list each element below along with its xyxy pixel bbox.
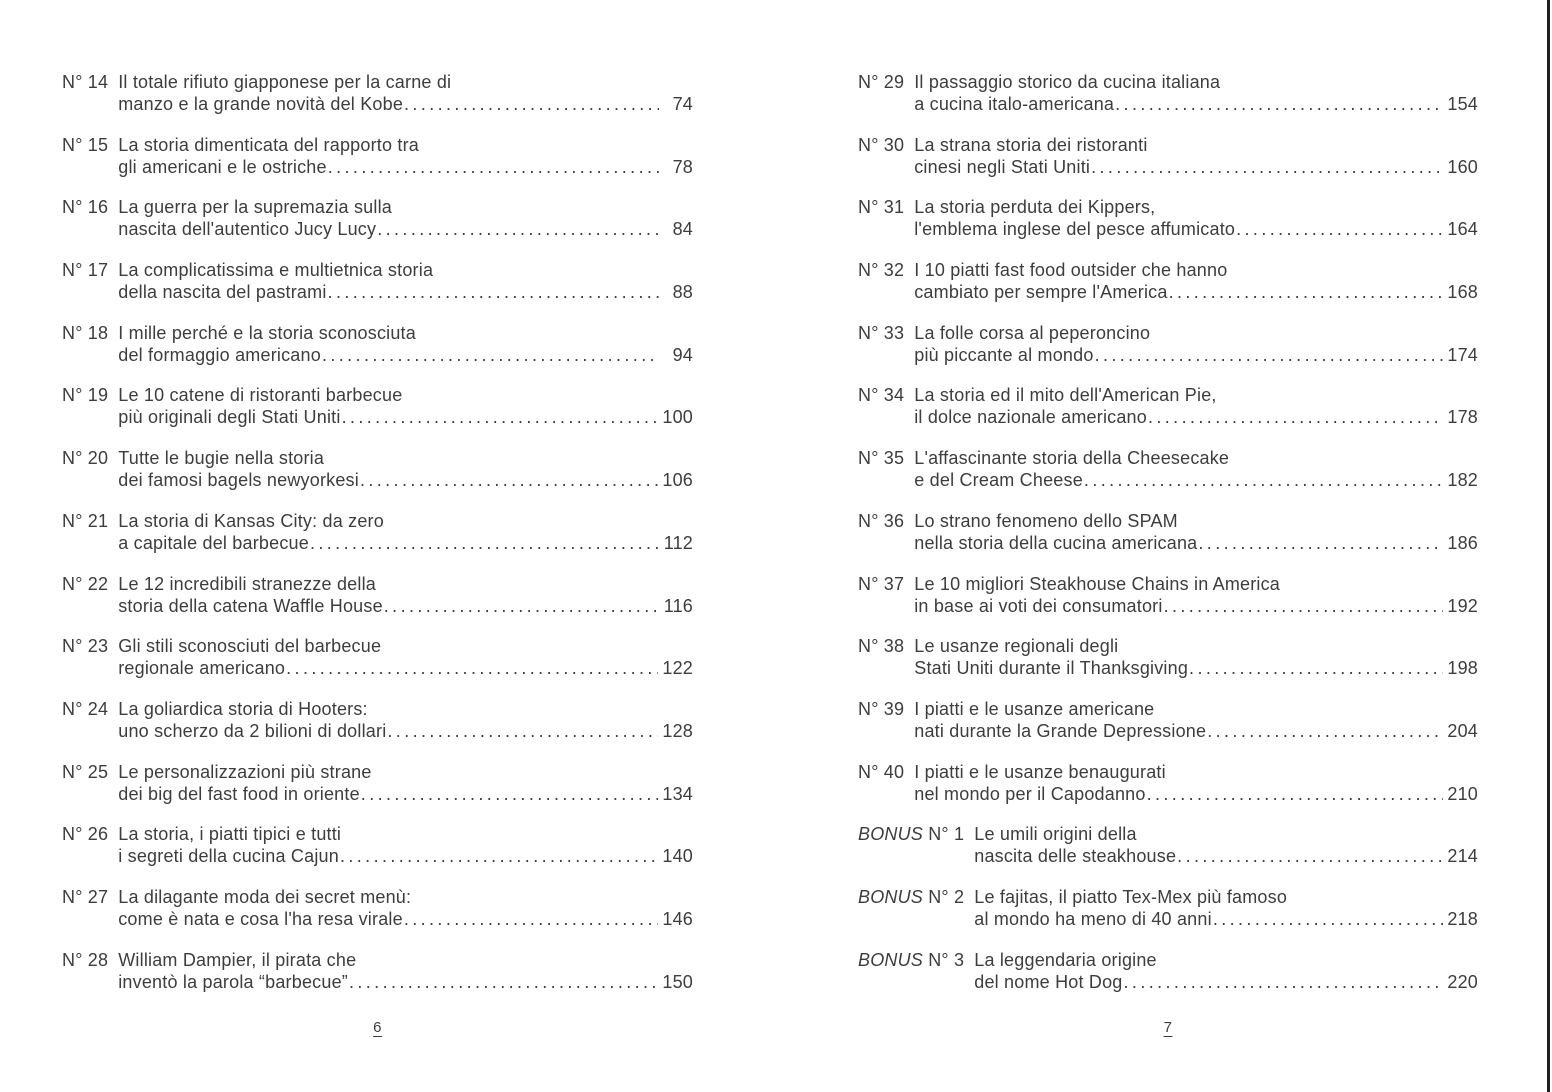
entry-label: N° 27 — [62, 886, 109, 907]
entry-title-line1: Il totale rifiuto giapponese per la carne di — [118, 72, 452, 92]
entry-number-label — [62, 698, 108, 720]
entry-title-line2-row — [118, 406, 693, 428]
entry-label: N° 24 — [62, 698, 109, 719]
entry-body — [914, 259, 1478, 303]
dot-leader — [1207, 720, 1443, 742]
entry-number-label — [62, 823, 108, 845]
entry-number-label — [62, 573, 108, 595]
entry-number-label — [858, 823, 964, 845]
dot-leader — [1169, 281, 1444, 303]
entry-label: N° 38 — [858, 636, 905, 657]
entry-title-line1: La strana storia dei ristoranti — [914, 134, 1148, 155]
entry-title-line1: Le 10 catene di ristoranti barbecue — [118, 385, 403, 406]
toc-entry — [858, 384, 1478, 428]
entry-page-number: 106 — [662, 470, 693, 491]
entry-label: N° 14 — [62, 72, 109, 92]
entry-body — [118, 886, 693, 930]
toc-entry — [858, 196, 1478, 240]
entry-page-number: 168 — [1447, 282, 1478, 303]
dot-leader — [310, 532, 659, 554]
toc-entry — [62, 949, 693, 993]
entry-title-line2-row — [118, 218, 693, 240]
entry-number-label — [858, 196, 904, 218]
entry-body — [914, 447, 1478, 491]
dot-leader — [1147, 783, 1444, 805]
entry-body — [914, 698, 1478, 742]
entry-body — [118, 761, 693, 805]
entry-label: N° 36 — [858, 510, 905, 531]
toc-entry — [858, 635, 1478, 679]
entry-page-number: 74 — [672, 94, 693, 114]
entry-label: N° 16 — [62, 197, 109, 218]
toc-entry — [62, 698, 693, 742]
entry-page-number: 214 — [1447, 846, 1478, 867]
toc-entry — [62, 384, 693, 428]
entry-title-line1: Tutte le bugie nella storia — [118, 448, 325, 469]
scan-page-edge — [1547, 0, 1550, 1092]
entry-title-line2-row — [118, 469, 693, 491]
entry-label: N° 17 — [62, 260, 109, 281]
entry-number-label — [858, 635, 904, 657]
entry-number-label — [858, 71, 904, 93]
dot-leader — [377, 218, 659, 240]
entry-page-number: 146 — [662, 908, 693, 929]
toc-entry — [858, 573, 1478, 617]
dot-leader — [1213, 908, 1444, 930]
entry-page-number: 182 — [1447, 470, 1478, 491]
toc-entry — [858, 761, 1478, 805]
entry-title-line2-row — [118, 720, 693, 742]
entry-label: N° 15 — [62, 134, 109, 155]
entry-bonus-label: BONUS — [858, 824, 924, 845]
toc-entry — [62, 886, 693, 930]
entry-body — [914, 761, 1478, 805]
entry-label: N° 20 — [62, 448, 109, 469]
entry-number-label — [62, 510, 108, 532]
entry-title-line2: nella storia della cucina americana — [914, 532, 1198, 553]
dot-leader — [1148, 406, 1443, 428]
entry-label: N° 29 — [858, 72, 905, 92]
entry-page-number: 204 — [1447, 720, 1478, 741]
entry-title-line2-row — [914, 720, 1478, 742]
entry-title-line2-row — [914, 532, 1478, 554]
toc-entry — [62, 573, 693, 617]
entry-body — [974, 886, 1478, 930]
dot-leader — [1189, 657, 1443, 679]
entry-title-line2: cambiato per sempre l'America — [914, 282, 1168, 303]
entry-title-line2: al mondo ha meno di 40 anni — [974, 908, 1212, 929]
entry-title-line2: come è nata e cosa l'ha resa virale — [118, 908, 403, 929]
entry-title-line2: uno scherzo da 2 bilioni di dollari — [118, 720, 387, 741]
entry-title-line2: i segreti della cucina Cajun — [118, 846, 339, 867]
toc-entry — [858, 510, 1478, 554]
entry-page-number: 160 — [1447, 156, 1478, 177]
entry-number-label — [62, 886, 108, 908]
entry-bonus-label: BONUS — [858, 886, 924, 907]
entry-title-line1: Le 12 incredibili stranezze della — [118, 573, 376, 594]
entry-title-line2: in base ai voti dei consumatori — [914, 595, 1163, 616]
entry-title-line2: nascita dell'autentico Jucy Lucy — [118, 219, 377, 240]
entry-title-line2: gli americani e le ostriche — [118, 156, 327, 177]
entry-label: N° 30 — [858, 134, 905, 155]
entry-label: N° 22 — [62, 573, 109, 594]
entry-label: N° 40 — [858, 761, 905, 782]
entry-title-line2: cinesi negli Stati Uniti — [914, 156, 1091, 177]
entry-page-number: 84 — [672, 219, 693, 240]
toc-entry — [858, 71, 1478, 115]
dot-leader — [1164, 595, 1444, 617]
toc-entry — [62, 322, 693, 366]
entry-title-line1: Il passaggio storico da cucina italiana — [914, 72, 1221, 92]
entry-title-line2-row — [118, 971, 693, 993]
dot-leader — [1124, 971, 1444, 993]
entry-title-line2-row — [118, 783, 693, 805]
entry-label: N° 35 — [858, 448, 905, 469]
entry-page-number: 174 — [1447, 344, 1478, 365]
entry-title-line1: I mille perché e la storia sconosciuta — [118, 322, 416, 343]
entry-number-label — [858, 384, 904, 406]
entry-body — [118, 322, 693, 366]
entry-body — [914, 384, 1478, 428]
entry-label: N° 2 — [923, 886, 965, 907]
entry-label: N° 37 — [858, 573, 905, 594]
entry-title-line1: La dilagante moda dei secret menù: — [118, 886, 412, 907]
entry-title-line2-row — [914, 93, 1478, 115]
entry-title-line2-row — [974, 908, 1478, 930]
entry-number-label — [62, 949, 108, 971]
entry-page-number: 140 — [662, 846, 693, 867]
dot-leader — [387, 720, 658, 742]
dot-leader — [328, 156, 659, 178]
dot-leader — [349, 971, 658, 993]
entry-body — [118, 196, 693, 240]
toc-page-right — [858, 71, 1478, 1036]
entry-title-line2-row — [914, 218, 1478, 240]
entry-title-line2-row — [974, 971, 1478, 993]
entry-title-line2-row — [914, 156, 1478, 178]
entry-label: N° 32 — [858, 260, 905, 281]
toc-entry — [858, 447, 1478, 491]
entry-page-number: 218 — [1447, 908, 1478, 929]
entry-number-label — [858, 259, 904, 281]
toc-entry — [858, 134, 1478, 178]
entry-number-label — [858, 322, 904, 344]
toc-entries-left — [62, 71, 693, 993]
entry-body — [914, 71, 1478, 115]
dot-leader — [1095, 344, 1444, 366]
entry-title-line2: Stati Uniti durante il Thanksgiving — [914, 658, 1189, 679]
entry-page-number: 88 — [672, 282, 693, 303]
entry-title-line2-row — [118, 532, 693, 554]
entry-page-number: 154 — [1447, 94, 1478, 114]
dot-leader — [322, 344, 659, 366]
entry-title-line2: nel mondo per il Capodanno — [914, 783, 1146, 804]
entry-number-label — [62, 259, 108, 281]
toc-entry — [62, 447, 693, 491]
entry-title-line1: William Dampier, il pirata che — [118, 949, 357, 970]
entry-title-line1: Le fajitas, il piatto Tex-Mex più famoso — [974, 886, 1288, 907]
entry-title-line2: il dolce nazionale americano — [914, 407, 1147, 428]
entry-title-line2-row — [914, 783, 1478, 805]
entry-title-line1: La storia perduta dei Kippers, — [914, 197, 1156, 218]
dot-leader — [404, 908, 659, 930]
entry-title-line1: Le usanze regionali degli — [914, 636, 1119, 657]
entry-title-line2-row — [914, 344, 1478, 366]
entry-title-line1: Le 10 migliori Steakhouse Chains in America — [914, 573, 1281, 594]
entry-title-line2: inventò la parola “barbecue” — [118, 971, 348, 992]
dot-leader — [340, 845, 658, 867]
entry-number-label — [62, 134, 108, 156]
entry-title-line2: a capitale del barbecue — [118, 532, 309, 553]
entry-title-line1: Le umili origini della — [974, 824, 1137, 845]
dot-leader — [342, 406, 659, 428]
entry-body — [118, 573, 693, 617]
entry-label: N° 3 — [923, 949, 965, 970]
entry-label: N° 39 — [858, 698, 905, 719]
entry-page-number: 186 — [1447, 532, 1478, 553]
toc-entry — [62, 510, 693, 554]
entry-title-line2: della nascita del pastrami — [118, 282, 327, 303]
entry-title-line2: a cucina italo-americana — [914, 94, 1115, 114]
entry-title-line2: dei big del fast food in oriente — [118, 783, 360, 804]
entry-body — [914, 635, 1478, 679]
entry-title-line1: Le personalizzazioni più strane — [118, 761, 372, 782]
entry-page-number: 122 — [662, 658, 693, 679]
toc-entry — [858, 259, 1478, 303]
entry-title-line1: I piatti e le usanze americane — [914, 698, 1155, 719]
entry-title-line1: L'affascinante storia della Cheesecake — [914, 448, 1230, 469]
entry-title-line2-row — [914, 469, 1478, 491]
entry-title-line2-row — [118, 344, 693, 366]
toc-entry — [62, 823, 693, 867]
entry-title-line2-row — [914, 595, 1478, 617]
dot-leader — [286, 657, 658, 679]
entry-page-number: 192 — [1447, 595, 1478, 616]
entry-title-line2-row — [914, 406, 1478, 428]
entry-number-label — [62, 635, 108, 657]
toc-entry — [858, 886, 1478, 930]
entry-number-label — [62, 761, 108, 783]
toc-entry — [62, 761, 693, 805]
entry-body — [118, 949, 693, 993]
dot-leader — [1115, 93, 1443, 115]
dot-leader — [384, 595, 659, 617]
entry-title-line1: I piatti e le usanze benaugurati — [914, 761, 1166, 782]
dot-leader — [328, 281, 659, 303]
entry-title-line1: I 10 piatti fast food outsider che hanno — [914, 260, 1228, 281]
entry-number-label — [62, 447, 108, 469]
entry-title-line2-row — [118, 908, 693, 930]
entry-title-line2-row — [914, 657, 1478, 679]
entry-number-label — [62, 384, 108, 406]
entry-page-number: 78 — [672, 156, 693, 177]
entry-body — [118, 698, 693, 742]
entry-body — [118, 259, 693, 303]
entry-number-label — [858, 510, 904, 532]
entry-title-line2-row — [974, 845, 1478, 867]
entry-title-line2-row — [118, 93, 693, 115]
entry-title-line2: nati durante la Grande Depressione — [914, 720, 1207, 741]
entry-title-line2: regionale americano — [118, 658, 286, 679]
toc-entry — [62, 635, 693, 679]
dot-leader — [360, 469, 658, 491]
entry-title-line2-row — [118, 657, 693, 679]
entry-label: N° 28 — [62, 949, 109, 970]
entry-number-label — [62, 196, 108, 218]
page-number-footer: 7 — [1163, 1018, 1173, 1036]
entry-body — [914, 573, 1478, 617]
entry-label: N° 33 — [858, 322, 905, 343]
toc-page-left — [62, 71, 693, 1036]
entry-title-line1: La storia dimenticata del rapporto tra — [118, 134, 419, 155]
entry-number-label — [858, 573, 904, 595]
dot-leader — [361, 783, 659, 805]
entry-page-number: 116 — [663, 595, 693, 616]
entry-number-label — [858, 134, 904, 156]
page-footer-right — [858, 1019, 1478, 1036]
entry-body — [914, 510, 1478, 554]
entry-body — [914, 134, 1478, 178]
entry-title-line2-row — [118, 595, 693, 617]
page-footer-left — [62, 1019, 693, 1036]
entry-body — [118, 447, 693, 491]
entry-page-number: 94 — [672, 344, 693, 365]
entry-title-line1: La complicatissima e multietnica storia — [118, 260, 434, 281]
entry-title-line2: del nome Hot Dog — [974, 971, 1123, 992]
entry-label: N° 23 — [62, 636, 109, 657]
entry-title-line2-row — [118, 845, 693, 867]
entry-body — [118, 823, 693, 867]
entry-title-line2: più originali degli Stati Uniti — [118, 407, 341, 428]
entry-number-label — [858, 447, 904, 469]
entry-label: N° 25 — [62, 761, 109, 782]
dot-leader — [404, 93, 659, 115]
toc-entry — [858, 949, 1478, 993]
entry-title-line1: La goliardica storia di Hooters: — [118, 698, 368, 719]
entry-title-line2: storia della catena Waffle House — [118, 595, 383, 616]
dot-leader — [1084, 469, 1443, 491]
toc-entry — [62, 259, 693, 303]
entry-number-label — [62, 322, 108, 344]
entry-body — [118, 71, 693, 115]
toc-entry — [62, 196, 693, 240]
entry-title-line2-row — [118, 281, 693, 303]
entry-body — [914, 322, 1478, 366]
toc-entry — [858, 698, 1478, 742]
entry-body — [914, 196, 1478, 240]
entry-page-number: 134 — [662, 783, 693, 804]
entry-bonus-label: BONUS — [858, 949, 924, 970]
entry-body — [118, 384, 693, 428]
entry-body — [118, 510, 693, 554]
entry-page-number: 210 — [1447, 783, 1478, 804]
entry-page-number: 150 — [662, 971, 693, 992]
entry-title-line1: La storia, i piatti tipici e tutti — [118, 824, 342, 845]
entry-label: N° 31 — [858, 197, 905, 218]
entry-title-line2: dei famosi bagels newyorkesi — [118, 470, 359, 491]
entry-label: N° 21 — [62, 510, 109, 531]
entry-title-line2: più piccante al mondo — [914, 344, 1094, 365]
dot-leader — [1091, 156, 1443, 178]
toc-entry — [858, 322, 1478, 366]
entry-page-number: 112 — [663, 532, 693, 553]
entry-title-line1: Lo strano fenomeno dello SPAM — [914, 510, 1178, 531]
entry-label: N° 1 — [923, 824, 965, 845]
entry-page-number: 220 — [1447, 971, 1478, 992]
entry-title-line1: La storia ed il mito dell'American Pie, — [914, 385, 1217, 406]
entry-label: N° 26 — [62, 824, 109, 845]
entry-number-label — [858, 698, 904, 720]
dot-leader — [1236, 218, 1443, 240]
entry-page-number: 100 — [662, 407, 693, 428]
toc-entry — [62, 134, 693, 178]
entry-page-number: 178 — [1447, 407, 1478, 428]
entry-body — [118, 635, 693, 679]
entry-page-number: 164 — [1447, 219, 1478, 240]
entry-title-line2-row — [914, 281, 1478, 303]
entry-title-line2: nascita delle steakhouse — [974, 846, 1177, 867]
entry-title-line1: Gli stili sconosciuti del barbecue — [118, 636, 382, 657]
entry-body — [974, 823, 1478, 867]
entry-title-line1: La guerra per la supremazia sulla — [118, 197, 392, 218]
entry-number-label — [62, 71, 108, 93]
entry-page-number: 198 — [1447, 658, 1478, 679]
entry-title-line2-row — [118, 156, 693, 178]
dot-leader — [1177, 845, 1443, 867]
entry-title-line1: La storia di Kansas City: da zero — [118, 510, 384, 531]
entry-title-line1: La folle corsa al peperoncino — [914, 322, 1151, 343]
entry-title-line2: l'emblema inglese del pesce affumicato — [914, 219, 1236, 240]
toc-entry — [858, 823, 1478, 867]
entry-label: N° 19 — [62, 385, 109, 406]
toc-entry — [62, 71, 693, 115]
entry-title-line2: del formaggio americano — [118, 344, 321, 365]
entry-number-label — [858, 761, 904, 783]
entry-body — [974, 949, 1478, 993]
entry-title-line2: manzo e la grande novità del Kobe — [118, 94, 404, 114]
entry-title-line1: La leggendaria origine — [974, 949, 1157, 970]
page-number-footer: 6 — [373, 1018, 382, 1036]
dot-leader — [1198, 532, 1443, 554]
entry-number-label — [858, 949, 964, 971]
entry-title-line2: e del Cream Cheese — [914, 470, 1083, 491]
entry-body — [118, 134, 693, 178]
entry-page-number: 128 — [662, 720, 693, 741]
toc-entries-right — [858, 71, 1478, 993]
entry-label: N° 34 — [858, 385, 905, 406]
entry-label: N° 18 — [62, 322, 109, 343]
entry-number-label — [858, 886, 964, 908]
